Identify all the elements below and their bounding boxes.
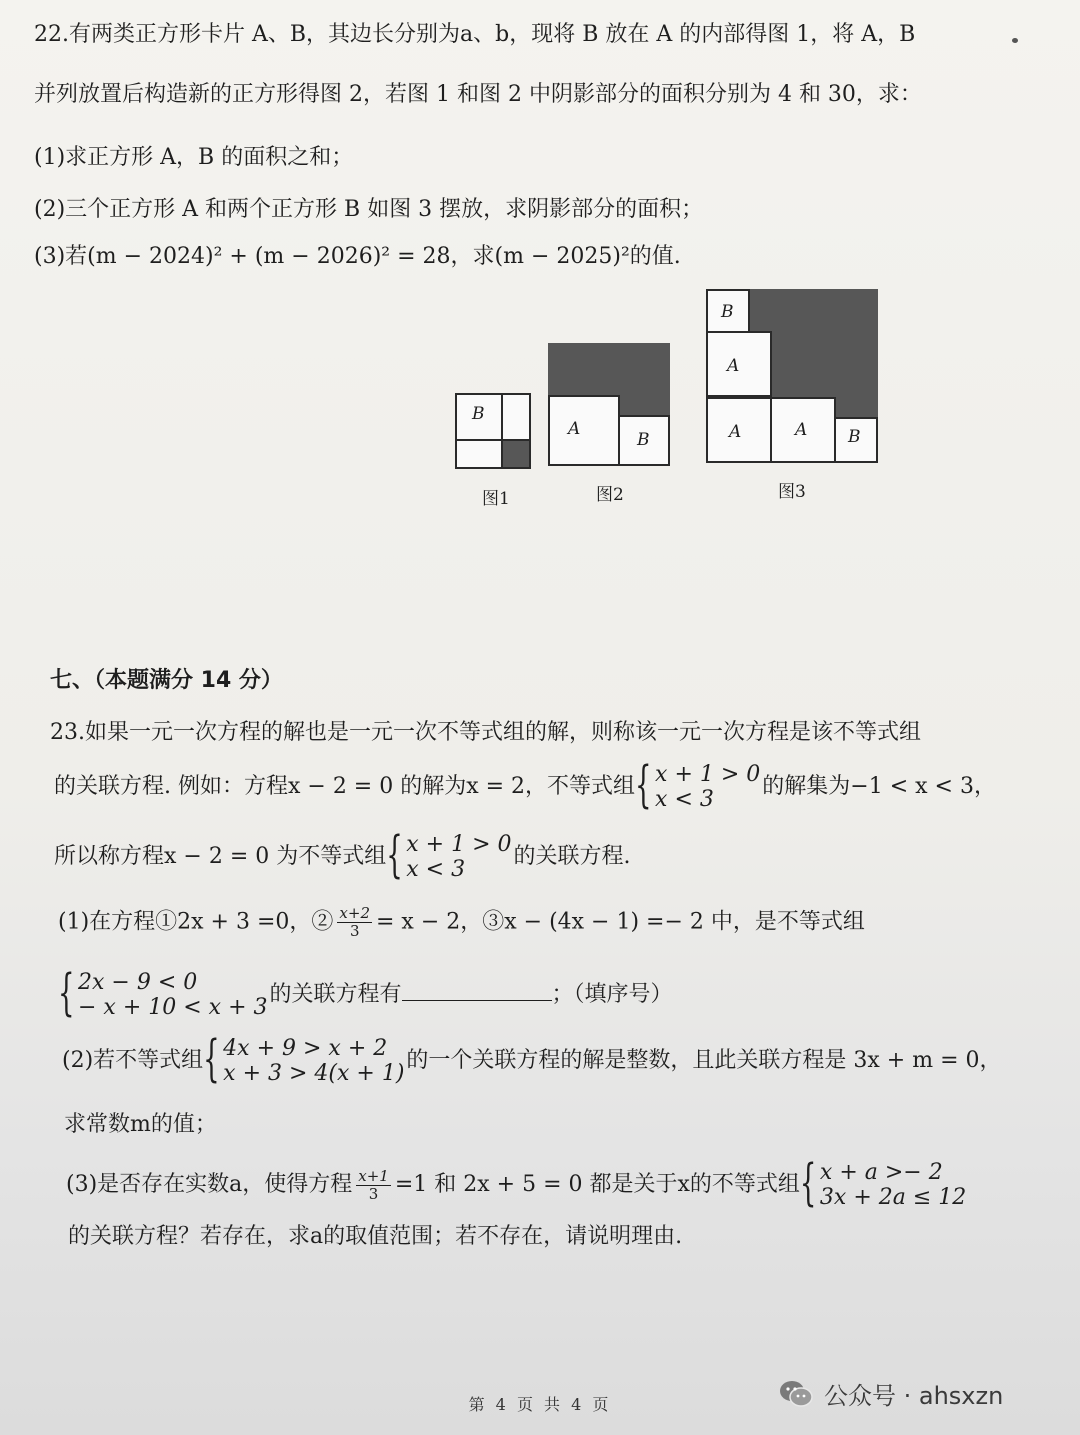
fraction (356, 1168, 391, 1203)
system-row: { x + 1 > 0 (655, 762, 761, 787)
q22-part3: (3)若(m − 2024)² + (m − 2026)² = 28，求(m − 2025)²的值. (34, 244, 681, 269)
answer-blank[interactable] (402, 978, 552, 1001)
label-b: B (721, 302, 734, 322)
q23-example-text: 的关联方程. 例如：方程x − 2 = 0 的解为x = 2，不等式组 (54, 774, 636, 799)
system-row: x + 3 > 4(x + 1) (223, 1061, 405, 1086)
system-row: { 2x − 9 < 0 (78, 970, 198, 995)
q23-part2-line2: 求常数m的值； (64, 1112, 217, 1137)
q22-line1: 22.有两类正方形卡片 A、B，其边长分别为a、b，现将 B 放在 A 的内部得图 1，将 A，B (34, 22, 916, 47)
watermark-text: 公众号 · ahsxzn (824, 1382, 1004, 1410)
section-title: 七、（本题满分 14 分） (50, 668, 283, 693)
q23-part2-text: (2)若不等式组 (62, 1048, 204, 1073)
q23-part3-text: =1 和 2x + 5 = 0 都是关于x的不等式组 (394, 1172, 800, 1197)
inequality-system (205, 1036, 404, 1086)
divider-line (455, 439, 531, 441)
square-a (548, 395, 620, 466)
shaded-region (503, 441, 529, 467)
page-number: 第 4 页 共 4 页 (468, 1395, 612, 1414)
label-b: B (637, 430, 650, 450)
inequality-system (388, 832, 511, 882)
q23-part1-system-line (58, 970, 673, 1020)
q23-example-line (54, 762, 996, 812)
q23-part3-line (66, 1160, 968, 1210)
q22-part2: (2)三个正方形 A 和两个正方形 B 如图 3 摆放，求阴影部分的面积； (34, 197, 704, 222)
inequality-system (637, 762, 760, 812)
figure-2-caption: 图2 (596, 485, 624, 505)
inequality-system (60, 970, 268, 1020)
figure-3-caption: 图3 (778, 482, 806, 502)
label-a: A (568, 419, 581, 439)
q23-part3-text: (3)是否存在实数a，使得方程 (66, 1172, 353, 1197)
system-row: x < 3 (655, 787, 714, 812)
label-b: B (848, 427, 861, 447)
q23-part1-text: 的关联方程有 (269, 982, 402, 1007)
q23-part2-line (62, 1036, 1002, 1086)
system-row: { 4x + 9 > x + 2 (223, 1036, 388, 1061)
label-a: A (729, 422, 742, 442)
figure-2 (548, 343, 670, 466)
q23-line1: 23.如果一元一次方程的解也是一元一次不等式组的解，则称该一元一次方程是该不等式组 (50, 720, 921, 745)
system-row: x < 3 (406, 857, 466, 882)
q23-part1-text: ；（填序号） (551, 982, 673, 1007)
divider-line (501, 393, 503, 469)
q23-so-text: 所以称方程x − 2 = 0 为不等式组 (54, 844, 387, 869)
fraction-denominator: 3 (349, 922, 360, 940)
fraction-denominator: 3 (368, 1184, 379, 1203)
speck-mark (1012, 38, 1018, 43)
label-a: A (795, 420, 808, 440)
q23-part1-line (58, 905, 865, 940)
q23-part2-text: 的一个关联方程的解是整数，且此关联方程是 3x + m = 0， (406, 1048, 1002, 1073)
figure-1 (455, 393, 531, 469)
q23-part3-line2: 的关联方程？若存在，求a的取值范围；若不存在，请说明理由. (68, 1224, 683, 1249)
system-row: { x + a >− 2 (819, 1160, 943, 1185)
q22-line2: 并列放置后构造新的正方形得图 2，若图 1 和图 2 中阴影部分的面积分别为 4 和 30，求： (34, 82, 922, 107)
q23-so-line (54, 832, 631, 882)
fraction-numerator: x+1 (358, 1166, 389, 1185)
system-row: − x + 10 < x + 3 (78, 995, 268, 1020)
fraction (337, 905, 372, 940)
wechat-icon (778, 1379, 814, 1409)
figure-3 (706, 289, 878, 463)
q23-part1-text: (1)在方程①2x + 3 =0，② (58, 909, 334, 935)
watermark (778, 1376, 1003, 1411)
q23-so-text: 的关联方程. (513, 844, 631, 869)
system-row: { x + 1 > 0 (406, 832, 512, 857)
figure-1-caption: 图1 (482, 489, 510, 509)
inequality-system (802, 1160, 966, 1210)
q23-part1-text: = x − 2，③x − (4x − 1) =− 2 中，是不等式组 (376, 909, 865, 935)
label-a: A (727, 356, 740, 376)
fraction-numerator: x+2 (339, 904, 370, 922)
q23-example-text: 的解集为−1 < x < 3， (762, 774, 996, 799)
label-b: B (472, 404, 485, 424)
q22-part1: (1)求正方形 A，B 的面积之和； (34, 145, 354, 170)
system-row: 3x + 2a ≤ 12 (819, 1185, 967, 1210)
